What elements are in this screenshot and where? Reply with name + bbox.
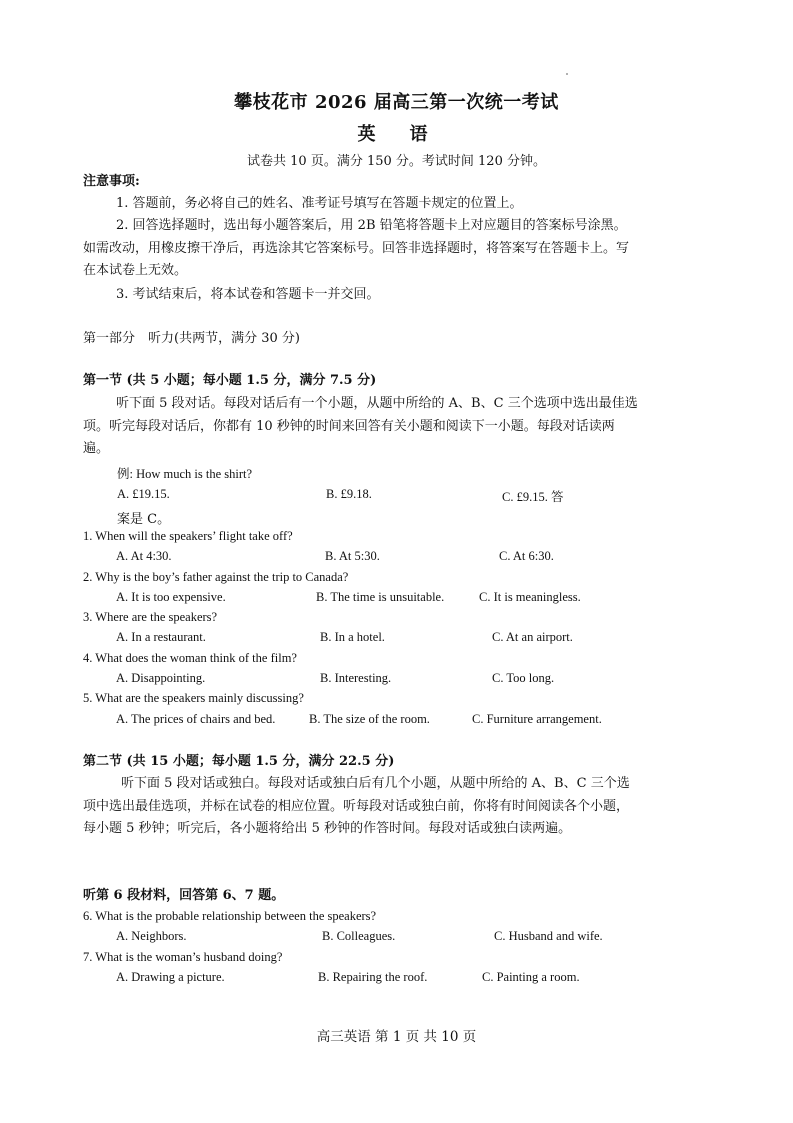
- q1-option-b: B. At 5:30.: [325, 549, 380, 563]
- part1-heading: 第一部分 听力(共两节，满分 30 分): [83, 331, 300, 346]
- question-6: 6. What is the probable relationship between the speakers?: [83, 909, 377, 923]
- question-1: 1. When will the speakers’ flight take off?: [83, 529, 293, 543]
- q3-option-c: C. At an airport.: [492, 630, 573, 644]
- question-7: 7. What is the woman’s husband doing?: [83, 950, 283, 964]
- exam-title: 攀枝花市 2026 届高三第一次统一考试: [234, 92, 559, 113]
- q7-option-a: A. Drawing a picture.: [116, 970, 225, 984]
- q5-option-b: B. The size of the room.: [309, 712, 430, 726]
- section2-instructions: 听下面 5 段对话或独白。每段对话或独白后有几个小题，从题中所给的 A、B、C 三个选项中选出最佳选项，并标在试卷的相应位置。听每段对话或独白前，你将有时间阅读各个小题，每小题 5 秒钟；听完后，各小题将给出 5 秒钟的作答时间。每段对话或独白读两遍。: [83, 776, 630, 836]
- example-answer: 案是 C。: [117, 512, 171, 527]
- q6-option-a: A. Neighbors.: [116, 929, 187, 943]
- q6-option-c: C. Husband and wife.: [494, 929, 603, 943]
- section2-heading: 第二节 (共 15 小题；每小题 1.5 分，满分 22.5 分): [83, 754, 395, 769]
- exam-info: 试卷共 10 页。满分 150 分。考试时间 120 分钟。: [247, 154, 546, 169]
- example-option-a: A. £19.15.: [117, 487, 170, 501]
- section1-instructions: 听下面 5 段对话。每段对话后有一个小题，从题中所给的 A、B、C 三个选项中选出最佳选项。听完每段对话后，你都有 10 秒钟的时间来回答有关小题和阅读下一小题。每段对话读两遍。: [83, 396, 638, 456]
- q7-option-c: C. Painting a room.: [482, 970, 580, 984]
- q4-option-b: B. Interesting.: [320, 671, 392, 685]
- q7-option-b: B. Repairing the roof.: [318, 970, 428, 984]
- q2-option-c: C. It is meaningless.: [479, 590, 581, 604]
- notice-heading: 注意事项:: [83, 174, 140, 189]
- scan-speck: [566, 73, 568, 75]
- example-question: 例: How much is the shirt?: [117, 467, 253, 481]
- page-footer: 高三英语 第 1 页 共 10 页: [316, 1029, 477, 1045]
- notice-item-2: 2. 回答选择题时，选出每小题答案后，用 2B 铅笔将答题卡上对应题目的答案标号涂黑。如需改动，用橡皮擦干净后，再选涂其它答案标号。回答非选择题时，将答案写在答题卡上。写在本试卷上无效。: [83, 218, 630, 278]
- question-5: 5. What are the speakers mainly discussing?: [83, 691, 304, 705]
- example-option-c: C. £9.15. 答: [502, 490, 564, 504]
- q6-option-b: B. Colleagues.: [322, 929, 396, 943]
- notice-item-3: 3. 考试结束后，将本试卷和答题卡一并交回。: [116, 287, 380, 302]
- example-option-b: B. £9.18.: [326, 487, 372, 501]
- q3-option-b: B. In a hotel.: [320, 630, 385, 644]
- section1-heading: 第一节 (共 5 小题；每小题 1.5 分，满分 7.5 分): [83, 373, 377, 388]
- question-4: 4. What does the woman think of the film?: [83, 651, 297, 665]
- question-3: 3. Where are the speakers?: [83, 610, 218, 624]
- question-2: 2. Why is the boy’s father against the trip to Canada?: [83, 570, 349, 584]
- q4-option-a: A. Disappointing.: [116, 671, 206, 685]
- q5-option-a: A. The prices of chairs and bed.: [116, 712, 276, 726]
- notice-item-1: 1. 答题前，务必将自己的姓名、准考证号填写在答题卡规定的位置上。: [116, 196, 523, 211]
- q5-option-c: C. Furniture arrangement.: [472, 712, 602, 726]
- material6-heading: 听第 6 段材料，回答第 6、7 题。: [83, 888, 285, 903]
- exam-subject: 英 语: [357, 124, 436, 145]
- q3-option-a: A. In a restaurant.: [116, 630, 206, 644]
- q4-option-c: C. Too long.: [492, 671, 555, 685]
- q2-option-a: A. It is too expensive.: [116, 590, 226, 604]
- q2-option-b: B. The time is unsuitable.: [316, 590, 445, 604]
- q1-option-a: A. At 4:30.: [116, 549, 172, 563]
- q1-option-c: C. At 6:30.: [499, 549, 554, 563]
